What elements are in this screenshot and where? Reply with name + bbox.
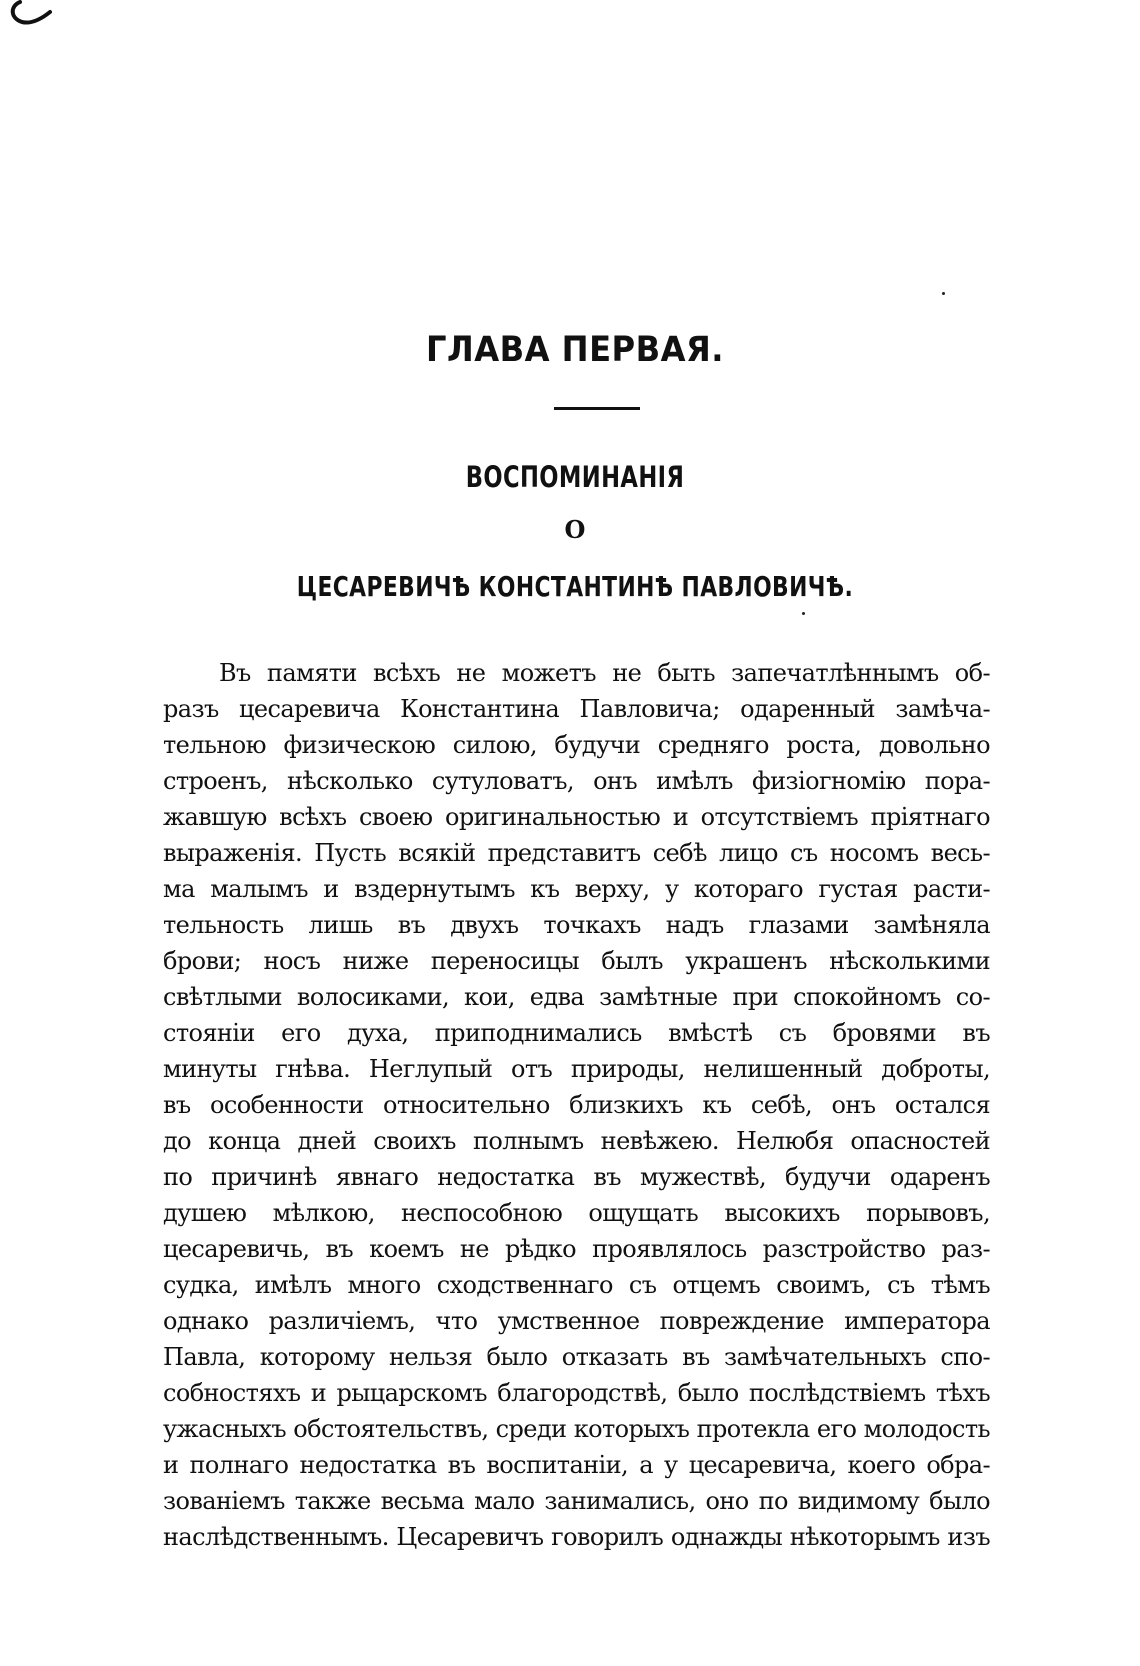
text-line: минуты гнѣва. Неглупый отъ природы, нелишенный доброты,	[163, 1055, 990, 1083]
text-line: Въ памяти всѣхъ не можетъ не быть запечатлѣннымъ об-	[219, 659, 990, 687]
text-line: до конца дней своихъ полнымъ невѣжею. Нелюбя опасностей	[163, 1127, 990, 1155]
text-line: свѣтлыми волосиками, кои, едва замѣтные при спокойномъ со-	[163, 983, 990, 1011]
ink-mark-icon	[6, 0, 54, 30]
text-line: душею мѣлкою, неспособною ощущать высокихъ порывовъ,	[163, 1199, 990, 1227]
text-line: жавшую всѣхъ своею оригинальностью и отсутствіемъ пріятнаго	[163, 803, 990, 831]
text-line: разъ цесаревича Константина Павловича; одаренный замѣча-	[163, 695, 990, 723]
text-line: тельною физическою силою, будучи средняго роста, довольно	[163, 731, 990, 759]
text-line: и полнаго недостатка въ воспитаніи, а у цесаревича, коего обра-	[163, 1451, 990, 1479]
text-line: выраженія. Пусть всякій представитъ себѣ лицо съ носомъ весь-	[163, 839, 990, 867]
speck	[942, 292, 945, 295]
text-line: ужасныхъ обстоятельствъ, среди которыхъ протекла его молодость	[163, 1415, 990, 1443]
text-line: зованіемъ также весьма мало занимались, оно по видимому было	[163, 1487, 990, 1515]
speck	[802, 612, 805, 615]
text-line: стояніи его духа, приподнимались вмѣстѣ съ бровями въ	[163, 1019, 990, 1047]
text-line: цесаревичь, въ коемъ не рѣдко проявлялось разстройство раз-	[163, 1235, 990, 1263]
text-line: строенъ, нѣсколько сутуловатъ, онъ имѣлъ физіогномію пора-	[163, 767, 990, 795]
text-line: однако различіемъ, что умственное повреждение императора	[163, 1307, 990, 1335]
text-line: Павла, которому нельзя было отказать въ замѣчательныхъ спо-	[163, 1343, 990, 1371]
text-line: въ особенности относительно близкихъ къ себѣ, онъ остался	[163, 1091, 990, 1119]
text-line: ма малымъ и вздернутымъ къ верху, у котораго густая расти-	[163, 875, 990, 903]
text-line: наслѣдственнымъ. Цесаревичъ говорилъ однажды нѣкоторымъ изъ	[163, 1523, 990, 1551]
text-line: собностяхъ и рыцарскомъ благородствѣ, было послѣдствіемъ тѣхъ	[163, 1379, 990, 1407]
body-paragraph	[163, 655, 990, 1555]
chapter-title: ГЛАВА ПЕРВАЯ.	[426, 330, 724, 370]
section-subtitle: ЦЕСАРЕВИЧѢ КОНСТАНТИНѢ ПАВЛОВИЧѢ.	[296, 570, 854, 603]
text-line: тельность лишь въ двухъ точкахъ надъ глазами замѣняла	[163, 911, 990, 939]
text-line: по причинѣ явнаго недостатка въ мужествѣ, будучи одаренъ	[163, 1163, 990, 1191]
section-title: ВОСПОМИНАНІЯ	[465, 460, 685, 494]
title-divider	[554, 407, 640, 410]
section-connector: О	[564, 515, 586, 544]
text-line: брови; носъ ниже переносицы былъ украшенъ нѣсколькими	[163, 947, 990, 975]
text-line: судка, имѣлъ много сходственнаго съ отцемъ своимъ, съ тѣмъ	[163, 1271, 990, 1299]
